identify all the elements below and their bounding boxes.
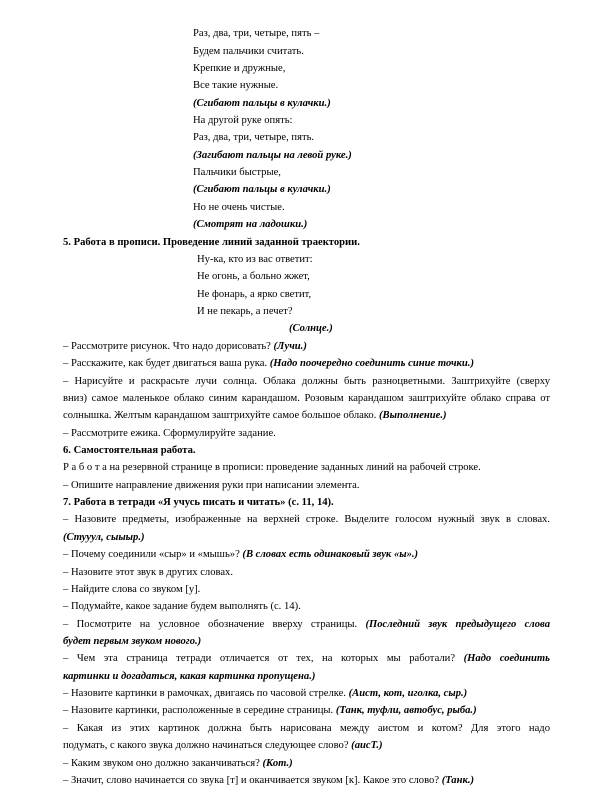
paragraph-answer: будет первым звуком нового.) <box>63 636 202 647</box>
paragraph-answer: картинки и догадаться, какая картинка пропущена.) <box>63 671 316 682</box>
riddle-line: И не пекарь, а печет? <box>197 306 293 317</box>
poem-line: Крепкие и дружные, <box>193 63 286 74</box>
riddle-line: Ну-ка, кто из вас ответит: <box>197 254 313 265</box>
poem-line: Раз, два, три, четыре, пять. <box>193 132 315 143</box>
paragraph: Р а б о т а на резервной странице в прописи: проведение заданных линий на рабочей строке. <box>63 462 481 473</box>
paragraph: – Посмотрите на условное обозначение вверху страницы. (Последний звук предыдущего слова <box>63 619 550 630</box>
poem-line: На другой руке опять: <box>193 115 293 126</box>
paragraph: – Найдите слова со звуком [у]. <box>63 584 201 595</box>
paragraph: солнышка. Желтым карандашом заштрихуйте самое большое облако. (Выполнение.) <box>63 410 447 421</box>
paragraph: – Опишите направление движения руки при написании элемента. <box>63 480 360 491</box>
poem-line: Все такие нужные. <box>193 80 279 91</box>
paragraph: – Рассмотрите ежика. Сформулируйте задание. <box>63 428 276 439</box>
poem-line: Раз, два, три, четыре, пять – <box>193 28 320 39</box>
riddle-line: Не огонь, а больно жжет, <box>197 271 310 282</box>
paragraph: – Какая из этих картинок должна быть нарисована между аистом и котом? Для этого надо <box>63 723 550 734</box>
paragraph: – Расскажите, как будет двигаться ваша рука. (Надо поочередно соединить синие точки.) <box>63 358 474 369</box>
paragraph: – Назовите картинки в рамочках, двигаясь по часовой стрелке. (Аист, кот, иголка, сыр.) <box>63 688 468 699</box>
section-heading: 6. Самостоятельная работа. <box>63 445 196 456</box>
riddle-answer: (Солнце.) <box>289 323 333 334</box>
paragraph: – Чем эта страница тетради отличается от тех, на которых мы работали? (Надо соединить <box>63 653 550 664</box>
poem-line: Но не очень чистые. <box>193 202 285 213</box>
paragraph: – Почему соединили «сыр» и «мышь»? (В словах есть одинаковый звук «ы».) <box>63 549 419 560</box>
paragraph: – Рассмотрите рисунок. Что надо дорисовать? (Лучи.) <box>63 341 307 352</box>
paragraph: – Нарисуйте и раскрасьте лучи солнца. Облака должны быть разноцветными. Заштрихуйте (сверху <box>63 376 550 387</box>
paragraph: – Назовите предметы, изображенные на верхней строке. Выделите голосом нужный звук в словах. <box>63 514 550 525</box>
paragraph: подумать, с какого звука должно начинаться следующее слово? (аисТ.) <box>63 740 383 751</box>
poem-stage-direction: (Сгибают пальцы в кулачки.) <box>193 98 331 109</box>
paragraph: – Назовите картинки, расположенные в середине страницы. (Танк, туфли, автобус, рыба.) <box>63 705 477 716</box>
poem-line: Будем пальчики считать. <box>193 46 304 57</box>
riddle-line: Не фонарь, а ярко светит, <box>197 289 312 300</box>
paragraph: вниз) самое маленькое облако синим карандашом. Розовым карандашом заштрихуйте облако справа от <box>63 393 550 404</box>
paragraph: – Значит, слово начинается со звука [т] и оканчивается звуком [к]. Какое это слово? (Танк.) <box>63 775 475 786</box>
poem-stage-direction: (Сгибают пальцы в кулачки.) <box>193 184 331 195</box>
paragraph-answer: (Стууул, сыыыр.) <box>63 532 145 543</box>
paragraph: – Подумайте, какое задание будем выполнять (с. 14). <box>63 601 301 612</box>
poem-line: Пальчики быстрые, <box>193 167 281 178</box>
section-heading: 5. Работа в прописи. Проведение линий заданной траектории. <box>63 237 360 248</box>
paragraph: – Назовите этот звук в других словах. <box>63 567 234 578</box>
paragraph: – Каким звуком оно должно заканчиваться? (Кот.) <box>63 758 293 769</box>
poem-stage-direction: (Загибают пальцы на левой руке.) <box>193 150 352 161</box>
section-heading: 7. Работа в тетради «Я учусь писать и читать» (с. 11, 14). <box>63 497 334 508</box>
poem-stage-direction: (Смотрят на ладошки.) <box>193 219 308 230</box>
